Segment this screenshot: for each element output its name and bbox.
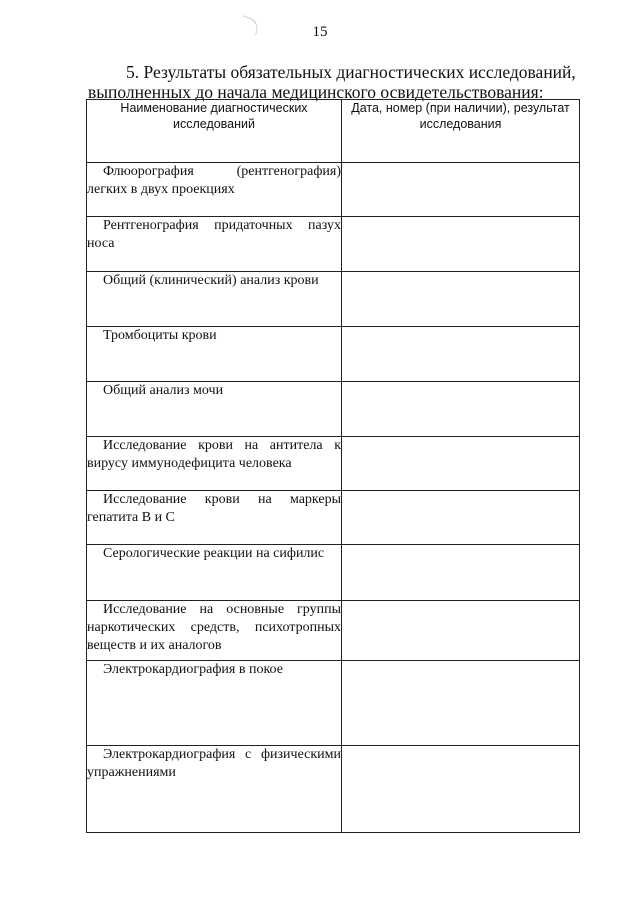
row-result-cell[interactable] [342, 746, 580, 833]
row-result-cell[interactable] [342, 661, 580, 746]
row-name-cell [87, 382, 342, 437]
header-result-column: Дата, номер (при наличии), результат исследования [342, 100, 580, 163]
row-name-cell [87, 545, 342, 601]
table-row [87, 272, 580, 327]
row-name-cell [87, 217, 342, 272]
table-header-row [87, 100, 580, 163]
narcotics-test-label: Исследование на основные группы наркотических средств, психотропных веществ и их аналогов [87, 602, 341, 653]
syphilis-test-label: Серологические реакции на сифилис [103, 546, 325, 561]
row-result-cell[interactable] [342, 327, 580, 382]
row-name-cell [87, 437, 342, 491]
ecg-rest-label: Электрокардиография в покое [103, 662, 283, 677]
row-name-cell [87, 661, 342, 746]
row-name-cell [87, 272, 342, 327]
table-row [87, 163, 580, 217]
row-result-cell[interactable] [342, 272, 580, 327]
row-name-cell [87, 491, 342, 545]
row-name-cell [87, 163, 342, 217]
hiv-test-label: Исследование крови на антитела к вирусу иммунодефицита человека [87, 438, 341, 471]
page-number: 15 [312, 24, 328, 40]
row-result-cell[interactable] [342, 382, 580, 437]
row-result-cell[interactable] [342, 491, 580, 545]
table-row [87, 437, 580, 491]
row-name-cell [87, 327, 342, 382]
table-row [87, 491, 580, 545]
section-heading-line-1: 5. Результаты обязательных диагностических исследований, [126, 62, 576, 82]
blood-analysis-label: Общий (клинический) анализ крови [103, 273, 319, 288]
section-heading [88, 62, 588, 102]
row-name-cell [87, 746, 342, 833]
table-row [87, 327, 580, 382]
table-row [87, 601, 580, 661]
ecg-exercise-label: Электрокардиография с физическими упражнениями [87, 747, 341, 780]
header-name-column: Наименование диагностических исследований [87, 100, 342, 163]
table-row [87, 661, 580, 746]
section-heading-line-2: выполненных до начала медицинского освидетельствования: [88, 82, 544, 102]
row-result-cell[interactable] [342, 217, 580, 272]
urine-analysis-label: Общий анализ мочи [103, 383, 224, 398]
platelets-label: Тромбоциты крови [103, 328, 217, 343]
sinus-xray-label: Рентгенография придаточных пазух носа [87, 218, 341, 251]
table-row [87, 746, 580, 833]
row-result-cell[interactable] [342, 601, 580, 661]
table-row [87, 382, 580, 437]
row-name-cell [87, 601, 342, 661]
row-result-cell[interactable] [342, 545, 580, 601]
table-row [87, 217, 580, 272]
hepatitis-test-label: Исследование крови на маркеры гепатита B и C [87, 492, 341, 525]
row-result-cell[interactable] [342, 163, 580, 217]
row-result-cell[interactable] [342, 437, 580, 491]
fluorography-label: Флюорография (рентгенография) легких в двух проекциях [87, 164, 341, 197]
table-row [87, 545, 580, 601]
diagnostics-table [86, 99, 580, 833]
